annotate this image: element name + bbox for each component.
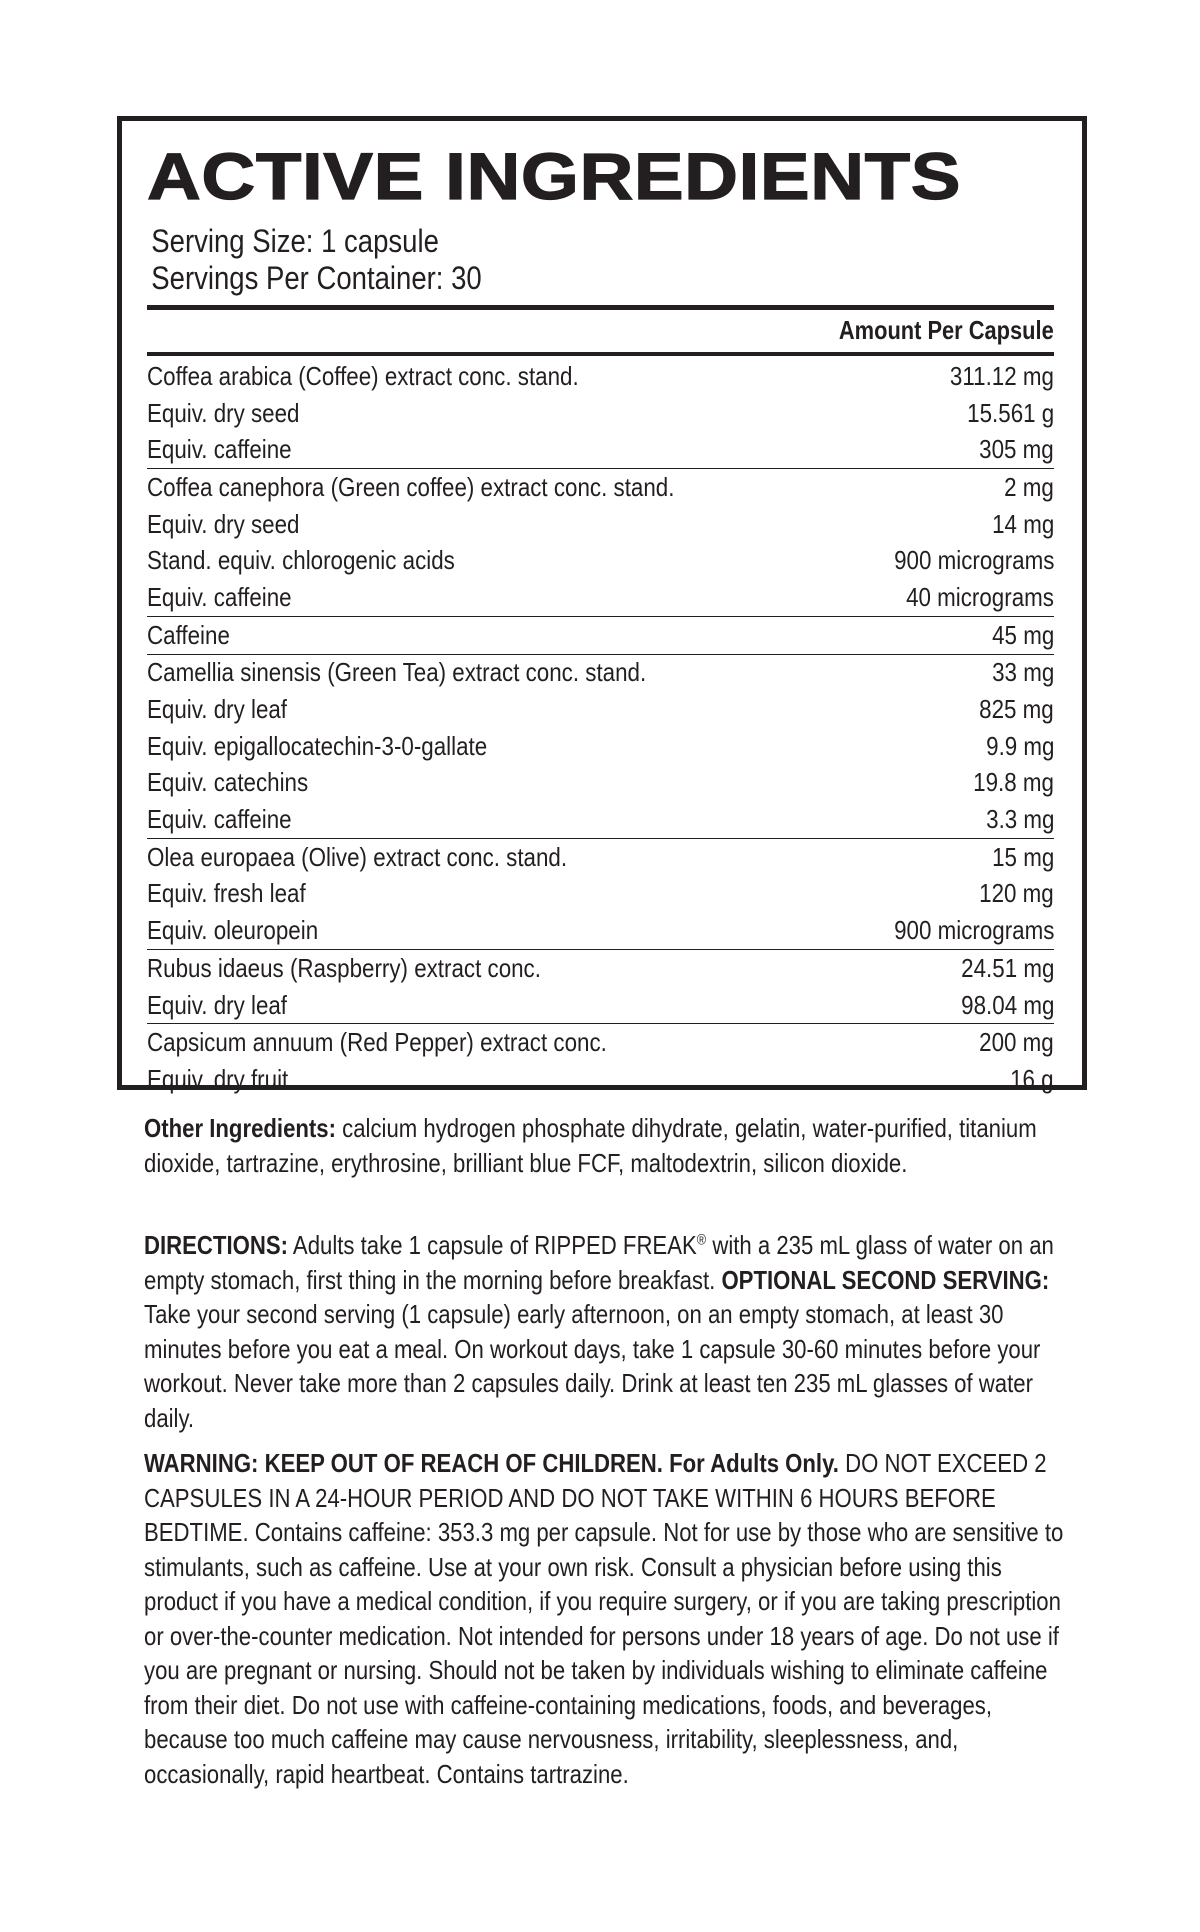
ingredient-name: Equiv. dry seed <box>147 508 300 539</box>
ingredient-name: Equiv. caffeine <box>147 804 292 835</box>
ingredient-name: Equiv. oleuropein <box>147 915 319 946</box>
ingredient-row <box>147 987 1054 1024</box>
other-ingredients <box>144 1111 1064 1180</box>
registered-mark: ® <box>696 1231 707 1249</box>
ingredient-amount: 14 mg <box>991 508 1054 539</box>
ingredient-row <box>147 655 1054 692</box>
ingredient-amount: 15.561 g <box>966 397 1054 428</box>
optional-second-label: OPTIONAL SECOND SERVING: <box>721 1264 1050 1295</box>
ingredient-amount: 40 micrograms <box>906 581 1054 612</box>
ingredient-name: Camellia sinensis (Green Tea) extract conc. stand. <box>147 657 647 688</box>
serving-info <box>147 223 927 297</box>
ingredient-amount: 9.9 mg <box>985 730 1054 761</box>
directions-text-2: with a 235 mL glass of water on an empty stomach, first thing in the morning before breakfast. <box>144 1230 1054 1295</box>
ingredient-name: Equiv. caffeine <box>147 581 292 612</box>
ingredient-name: Coffea arabica (Coffee) extract conc. stand. <box>147 360 579 391</box>
panel-title: ACTIVE INGREDIENTS <box>147 139 962 213</box>
ingredient-group <box>147 1023 1054 1097</box>
ingredient-row <box>147 542 1054 579</box>
ingredient-row <box>147 876 1054 913</box>
ingredient-amount: 45 mg <box>991 619 1054 650</box>
ingredient-name: Equiv. epigallocatechin-3-0-gallate <box>147 730 488 761</box>
ingredient-amount: 98.04 mg <box>960 989 1054 1020</box>
ingredient-group <box>147 616 1054 654</box>
ingredient-row <box>147 358 1054 395</box>
ingredient-table <box>147 358 1054 1098</box>
ingredient-amount: 16 g <box>1010 1063 1054 1094</box>
servings-per-container: Servings Per Container: 30 <box>151 260 482 296</box>
ingredient-group <box>147 838 1054 949</box>
ingredient-row <box>147 579 1054 616</box>
ingredient-row <box>147 1024 1054 1061</box>
column-header: Amount Per Capsule <box>839 315 1054 345</box>
ingredient-name: Equiv. fresh leaf <box>147 878 306 909</box>
ingredient-name: Equiv. dry seed <box>147 397 300 428</box>
ingredient-name: Coffea canephora (Green coffee) extract conc. stand. <box>147 471 675 502</box>
ingredient-row <box>147 765 1054 802</box>
ingredient-row <box>147 506 1054 543</box>
ingredient-amount: 33 mg <box>991 657 1054 688</box>
ingredient-name: Equiv. dry leaf <box>147 694 288 725</box>
ingredient-amount: 120 mg <box>979 878 1054 909</box>
ingredient-amount: 2 mg <box>1004 471 1054 502</box>
ingredient-group <box>147 358 1054 468</box>
ingredient-amount: 19.8 mg <box>973 767 1054 798</box>
ingredient-row <box>147 728 1054 765</box>
ingredient-row <box>147 950 1054 987</box>
ingredient-amount: 311.12 mg <box>949 360 1054 391</box>
directions-text-1: Adults take 1 capsule of RIPPED FREAK <box>287 1230 697 1260</box>
warning <box>144 1446 1064 1791</box>
ingredient-row <box>147 617 1054 654</box>
ingredient-amount: 900 micrograms <box>893 915 1054 946</box>
ingredient-name: Caffeine <box>147 619 230 650</box>
directions-label: DIRECTIONS: <box>144 1230 288 1260</box>
serving-size: Serving Size: 1 capsule <box>151 223 439 259</box>
header-divider <box>147 352 1054 356</box>
ingredient-group <box>147 654 1054 838</box>
ingredient-amount: 200 mg <box>979 1027 1054 1058</box>
ingredient-name: Olea europaea (Olive) extract conc. stand. <box>147 841 568 872</box>
ingredient-name: Stand. equiv. chlorogenic acids <box>147 545 455 576</box>
ingredient-amount: 3.3 mg <box>985 804 1054 835</box>
ingredient-amount: 24.51 mg <box>960 952 1054 983</box>
ingredient-row <box>147 395 1054 432</box>
ingredient-row <box>147 912 1054 949</box>
directions-text-3: Take your second serving (1 capsule) early afternoon, on an empty stomach, at least 30 minutes before you eat a meal. On workout days, take 1 capsule 30-60 minutes before your workout. Never take more than 2 capsules daily. Drink at least ten 235 mL glasses of water daily. <box>144 1299 1041 1433</box>
directions <box>144 1228 1064 1435</box>
ingredient-row <box>147 469 1054 506</box>
ingredient-name: Equiv. caffeine <box>147 434 292 465</box>
ingredient-amount: 825 mg <box>979 694 1054 725</box>
ingredient-row <box>147 839 1054 876</box>
warning-label: WARNING: KEEP OUT OF REACH OF CHILDREN. For Adults Only. <box>144 1448 839 1478</box>
ingredient-group <box>147 468 1054 616</box>
ingredient-row <box>147 431 1054 468</box>
other-ingredients-text: calcium hydrogen phosphate dihydrate, gelatin, water-purified, titanium dioxide, tartrazine, erythrosine, brilliant blue FCF, maltodextrin, silicon dioxide. <box>144 1113 1037 1178</box>
ingredient-group <box>147 949 1054 1023</box>
active-ingredients-panel <box>117 116 1087 1094</box>
other-ingredients-label: Other Ingredients: <box>144 1113 337 1143</box>
ingredient-name: Equiv. dry leaf <box>147 989 288 1020</box>
warning-text: DO NOT EXCEED 2 CAPSULES IN A 24-HOUR PERIOD AND DO NOT TAKE WITHIN 6 HOURS BEFORE BEDTIME. Contains caffeine: 353.3 mg per capsule. Not for use by those who are sensitive to stimulants, such as caffeine. Use at your own risk. Consult a physician before using this product if you have a medical condition, if you require surgery, or if you are taking prescription or over-the-counter medication. Not intended for persons under 18 years of age. Do not use if you are pregnant or nursing. Should not be taken by individuals wishing to eliminate caffeine from their diet. Do not use with caffeine-containing medications, foods, and beverages, because too much caffeine may cause nervousness, irritability, sleeplessness, and, occasionally, rapid heartbeat. Contains tartrazine. <box>144 1448 1064 1789</box>
ingredient-name: Rubus idaeus (Raspberry) extract conc. <box>147 952 541 983</box>
ingredient-amount: 305 mg <box>979 434 1054 465</box>
ingredient-row <box>147 801 1054 838</box>
ingredient-name: Capsicum annuum (Red Pepper) extract conc. <box>147 1027 607 1058</box>
ingredient-name: Equiv. catechins <box>147 767 309 798</box>
ingredient-name: Equiv. dry fruit <box>147 1063 289 1094</box>
ingredient-row <box>147 691 1054 728</box>
ingredient-amount: 15 mg <box>991 841 1054 872</box>
ingredient-amount: 900 micrograms <box>893 545 1054 576</box>
ingredient-row <box>147 1061 1054 1098</box>
